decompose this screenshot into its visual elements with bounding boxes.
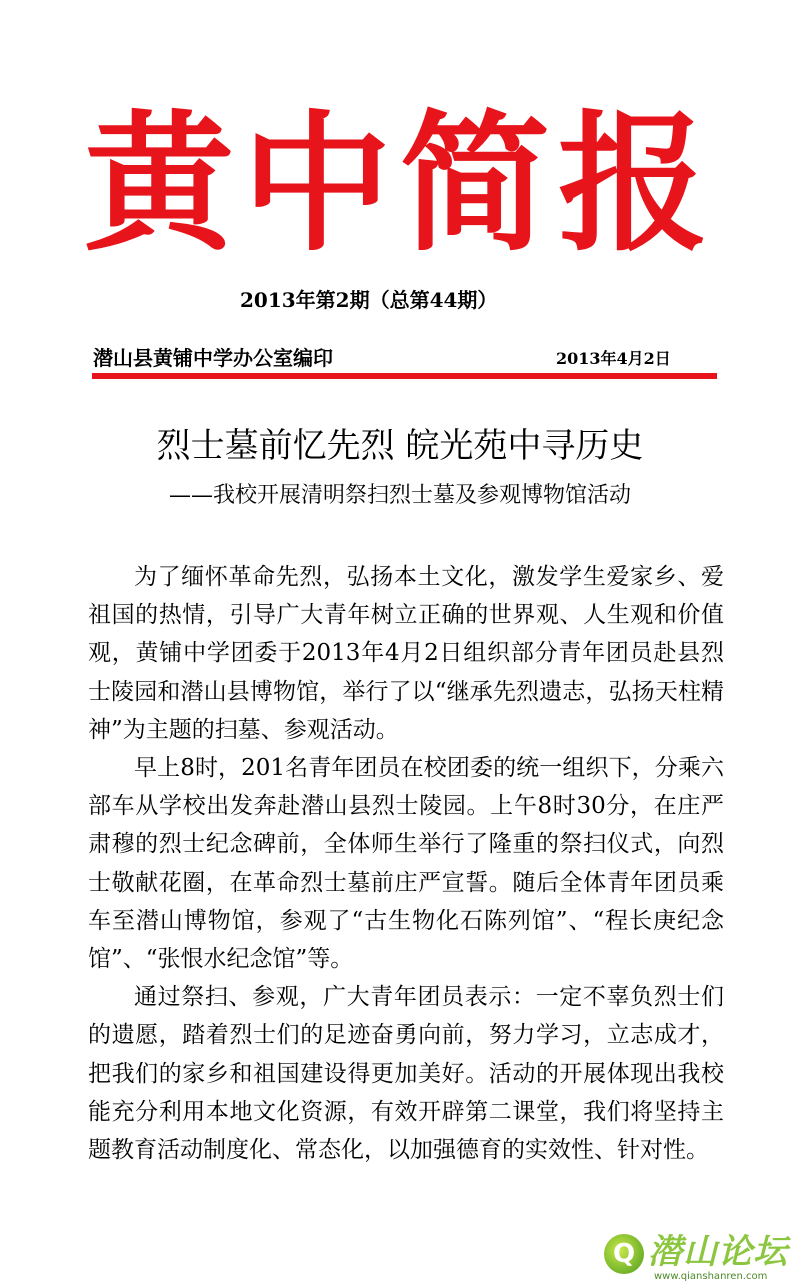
forum-logo-name: 潜山论坛: [648, 1232, 788, 1272]
article-subheadline: ——我校开展清明祭扫烈士墓及参观博物馆活动: [168, 483, 631, 508]
header-divider: [92, 373, 717, 379]
newsletter-masthead: 黄中简报: [83, 98, 716, 272]
forum-logo-url: www.qianshanren.com: [654, 1271, 768, 1282]
publisher-line: 潜山县黄铺中学办公室编印: [93, 346, 333, 370]
forum-logo-icon: Q: [604, 1234, 644, 1274]
article-body: [88, 558, 724, 1169]
article-paragraph: 为了缅怀革命先烈，弘扬本土文化，激发学生爱家乡、爱祖国的热情，引导广大青年树立正确的世界观、人生观和价值观，黄铺中学团委于2013年4月2日组织部分青年团员赴县烈士陵园和潜山县博物馆，举行了以“继承先烈遗志，弘扬天柱精神”为主题的扫墓、参观活动。: [88, 564, 724, 743]
forum-watermark-logo: [604, 1232, 794, 1282]
article-paragraph: 早上8时，201名青年团员在校团委的统一组织下，分乘六部车从学校出发奔赴潜山县烈士陵园。上午8时30分，在庄严肃穆的烈士纪念碑前，全体师生举行了隆重的祭扫仪式，向烈士敬献花圈，在革命烈士墓前庄严宣誓。随后全体青年团员乘车至潜山博物馆，参观了“古生物化石陈列馆”、“程长庚纪念馆”、“张恨水纪念馆”等。: [88, 755, 724, 973]
publication-date: 2013年4月2日: [556, 349, 671, 368]
article-headline: 烈士墓前忆先烈 皖光苑中寻历史: [156, 426, 644, 466]
issue-number: 2013年第2期（总第44期）: [240, 288, 498, 312]
article-paragraph: 通过祭扫、参观，广大青年团员表示：一定不辜负烈士们的遗愿，踏着烈士们的足迹奋勇向前，努力学习，立志成才，把我们的家乡和祖国建设得更加美好。活动的开展体现出我校能充分利用本地文化资源，有效开辟第二课堂，我们将坚持主题教育活动制度化、常态化，以加强德育的实效性、针对性。: [88, 984, 724, 1164]
